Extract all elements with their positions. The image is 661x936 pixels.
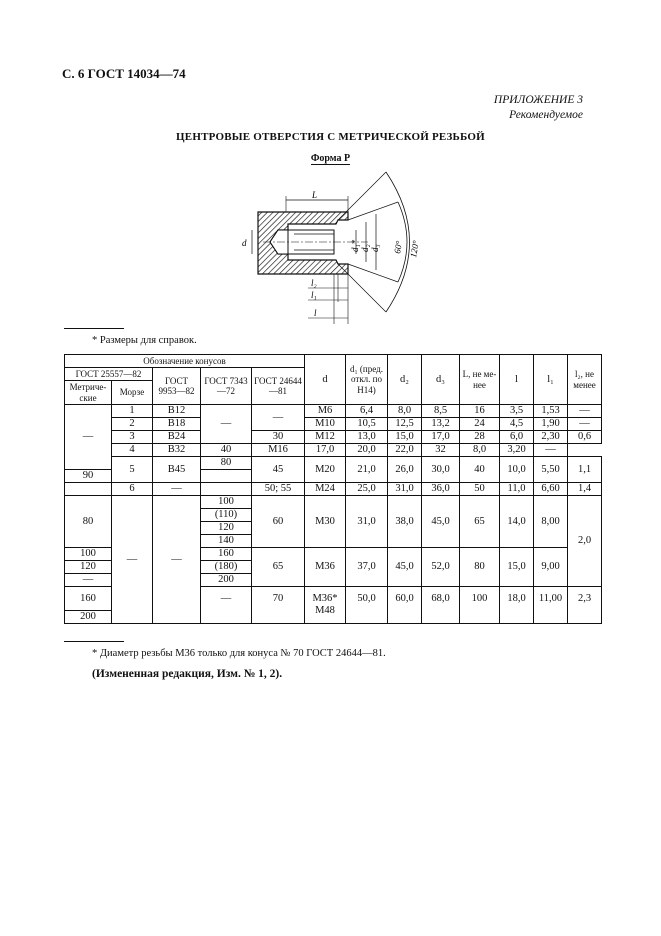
table-cell: 3 bbox=[112, 431, 153, 444]
table-cell: B45 bbox=[153, 457, 201, 483]
table-cell: M6 bbox=[305, 405, 346, 418]
table-cell: 1,53 bbox=[534, 405, 568, 418]
angle-120: 120° bbox=[408, 239, 421, 259]
thread-note: * Диаметр резьбы M36 только для конуса № 70 ГОСТ 24644—81. bbox=[92, 648, 386, 659]
table-cell: 45,0 bbox=[388, 548, 422, 587]
table-cell: 20,0 bbox=[346, 444, 388, 457]
table-cell: 36,0 bbox=[422, 483, 460, 496]
table-cell: 9,00 bbox=[534, 548, 568, 587]
table-cell: — bbox=[65, 405, 112, 470]
table-cell: Метриче-ские bbox=[65, 381, 112, 405]
table-cell: 50,0 bbox=[346, 587, 388, 624]
table-cell: — bbox=[153, 496, 201, 624]
dim-d1: d₁* bbox=[350, 239, 360, 252]
table-cell: ГОСТ 24644—81 bbox=[252, 368, 305, 405]
table-cell: 200 bbox=[201, 574, 252, 587]
table-cell: 52,0 bbox=[422, 548, 460, 587]
dim-l2: l₂ bbox=[311, 278, 317, 288]
table-cell: ГОСТ 9953—82 bbox=[153, 368, 201, 405]
table-cell: 45,0 bbox=[422, 496, 460, 548]
table-cell: 68,0 bbox=[422, 587, 460, 624]
table-cell: B18 bbox=[153, 418, 201, 431]
table-cell: 13,2 bbox=[422, 418, 460, 431]
table-cell: 10,0 bbox=[500, 457, 534, 483]
table-cell: (110) bbox=[201, 509, 252, 522]
table-cell: 22,0 bbox=[388, 444, 422, 457]
table-cell: l bbox=[500, 355, 534, 405]
table-cell: 50 bbox=[460, 483, 500, 496]
table-cell: 21,0 bbox=[346, 457, 388, 483]
page-header: С. 6 ГОСТ 14034—74 bbox=[62, 66, 186, 81]
table-cell: 2,3 bbox=[568, 587, 602, 624]
table-cell: 4 bbox=[112, 444, 153, 457]
table-cell: M10 bbox=[305, 418, 346, 431]
table-row bbox=[65, 496, 602, 509]
table-row bbox=[65, 444, 602, 457]
table-cell: 6,60 bbox=[534, 483, 568, 496]
table-cell: 6,0 bbox=[500, 431, 534, 444]
table-cell: B32 bbox=[153, 444, 201, 457]
table-cell: Морзе bbox=[112, 381, 153, 405]
table-cell: 5 bbox=[112, 457, 153, 483]
table-cell: d₁ (пред. откл. по H14) bbox=[346, 355, 388, 405]
table-cell: 200 bbox=[65, 611, 112, 624]
table-cell: — bbox=[568, 418, 602, 431]
dim-l1: l₁ bbox=[311, 290, 317, 300]
table-cell: l₂, не менее bbox=[568, 355, 602, 405]
table-cell: 3,20 bbox=[500, 444, 534, 457]
table-cell: 65 bbox=[460, 496, 500, 548]
dim-d2: d₂ bbox=[360, 244, 370, 252]
table-cell: 17,0 bbox=[422, 431, 460, 444]
table-cell: 40 bbox=[201, 444, 252, 457]
dim-l: l bbox=[314, 308, 317, 318]
table-cell: 31,0 bbox=[388, 483, 422, 496]
table-cell: 8,00 bbox=[534, 496, 568, 548]
table-cell: 18,0 bbox=[500, 587, 534, 624]
table-cell: 160 bbox=[201, 548, 252, 561]
table-cell: 80 bbox=[201, 457, 252, 470]
table-cell: 0,6 bbox=[568, 431, 602, 444]
table-cell: 120 bbox=[201, 522, 252, 535]
table-cell: B24 bbox=[153, 431, 201, 444]
dim-d: d bbox=[242, 238, 247, 248]
table-cell: 100 bbox=[65, 548, 112, 561]
dim-d3: d₃ bbox=[370, 244, 380, 252]
table-cell: ГОСТ 7343—72 bbox=[201, 368, 252, 405]
table-cell: M12 bbox=[305, 431, 346, 444]
table-cell: 1,4 bbox=[568, 483, 602, 496]
table-cell: 50; 55 bbox=[252, 483, 305, 496]
table-cell: 60,0 bbox=[388, 587, 422, 624]
table-cell: M24 bbox=[305, 483, 346, 496]
table-cell: 40 bbox=[460, 457, 500, 483]
table-cell: 100 bbox=[201, 496, 252, 509]
table-cell: 24 bbox=[460, 418, 500, 431]
table-row bbox=[65, 431, 602, 444]
table-cell: 25,0 bbox=[346, 483, 388, 496]
table-cell: 31,0 bbox=[346, 496, 388, 548]
table-cell: 80 bbox=[460, 548, 500, 587]
table-cell: 65 bbox=[252, 548, 305, 587]
table-cell: 60 bbox=[252, 496, 305, 548]
table-cell: 14,0 bbox=[500, 496, 534, 548]
table-cell: 120 bbox=[65, 561, 112, 574]
footnote-rule bbox=[64, 641, 124, 642]
table-cell: 11,0 bbox=[500, 483, 534, 496]
table-cell: 90 bbox=[65, 470, 112, 483]
table-row bbox=[65, 483, 602, 496]
table-cell: 17,0 bbox=[305, 444, 346, 457]
table-cell: l₁ bbox=[534, 355, 568, 405]
table-cell: 8,0 bbox=[388, 405, 422, 418]
figure-label: Форма Р bbox=[310, 153, 351, 164]
table-cell: 37,0 bbox=[346, 548, 388, 587]
table-cell: M16 bbox=[252, 444, 305, 457]
appendix-status: Рекомендуемое bbox=[509, 109, 583, 121]
table-cell: L, не ме-нее bbox=[460, 355, 500, 405]
table-cell: 1 bbox=[112, 405, 153, 418]
table-cell: 6 bbox=[112, 483, 153, 496]
table-cell: 13,0 bbox=[346, 431, 388, 444]
table-cell: 38,0 bbox=[388, 496, 422, 548]
table-cell: M30 bbox=[305, 496, 346, 548]
appendix-label bbox=[494, 93, 583, 123]
table-cell: M36* M48 bbox=[305, 587, 346, 624]
table-cell: — bbox=[112, 496, 153, 624]
edit-note: (Измененная редакция, Изм. № 1, 2). bbox=[92, 668, 283, 680]
table-cell bbox=[201, 483, 252, 496]
table-cell: 16 bbox=[460, 405, 500, 418]
table-cell: 70 bbox=[252, 587, 305, 624]
table-cell: 28 bbox=[460, 431, 500, 444]
table-cell: d₃ bbox=[422, 355, 460, 405]
table-cell: 11,00 bbox=[534, 587, 568, 624]
table-cell: 6,4 bbox=[346, 405, 388, 418]
table-cell: — bbox=[65, 574, 112, 587]
header-row-1 bbox=[65, 355, 602, 368]
table-cell: 15,0 bbox=[500, 548, 534, 587]
table-cell bbox=[65, 483, 112, 496]
reference-note: * Размеры для справок. bbox=[92, 335, 197, 346]
table-cell: 15,0 bbox=[388, 431, 422, 444]
table-cell: — bbox=[252, 405, 305, 431]
table-cell: 80 bbox=[65, 496, 112, 548]
table-cell: 12,5 bbox=[388, 418, 422, 431]
table-cell: — bbox=[201, 405, 252, 444]
table-cell: 140 bbox=[201, 535, 252, 548]
table-cell: — bbox=[153, 483, 201, 496]
center-hole-drawing bbox=[238, 162, 438, 328]
appendix-number: ПРИЛОЖЕНИЕ 3 bbox=[493, 94, 583, 106]
table-cell: 30,0 bbox=[422, 457, 460, 483]
table-row bbox=[65, 457, 602, 470]
angle-60: 60° bbox=[392, 240, 405, 255]
table-cell: M36 bbox=[305, 548, 346, 587]
footnote-rule bbox=[64, 328, 124, 329]
table-cell: 4,5 bbox=[500, 418, 534, 431]
table-cell: 8,5 bbox=[422, 405, 460, 418]
table-cell: 30 bbox=[252, 431, 305, 444]
table-cell: 1,1 bbox=[568, 457, 602, 483]
table-cell: — bbox=[568, 405, 602, 418]
table-cell: — bbox=[534, 444, 568, 457]
table-cell: 3,5 bbox=[500, 405, 534, 418]
table-cell: 8,0 bbox=[460, 444, 500, 457]
table-cell: 160 bbox=[65, 587, 112, 611]
dim-L: L bbox=[312, 190, 318, 200]
table-cell: Обозначение конусов bbox=[65, 355, 305, 368]
table-row bbox=[65, 418, 602, 431]
table-cell: 26,0 bbox=[388, 457, 422, 483]
table-cell: B12 bbox=[153, 405, 201, 418]
dimensions-table bbox=[64, 354, 602, 624]
table-cell: 5,50 bbox=[534, 457, 568, 483]
table-cell: 2,0 bbox=[568, 496, 602, 587]
table-cell: (180) bbox=[201, 561, 252, 574]
table-cell: 1,90 bbox=[534, 418, 568, 431]
table-cell: 2,30 bbox=[534, 431, 568, 444]
table-cell: 10,5 bbox=[346, 418, 388, 431]
table-cell: — bbox=[201, 587, 252, 624]
document-title: ЦЕНТРОВЫЕ ОТВЕРСТИЯ С МЕТРИЧЕСКОЙ РЕЗЬБОЙ bbox=[176, 131, 485, 143]
table-cell: 45 bbox=[252, 457, 305, 483]
table-cell: d₂ bbox=[388, 355, 422, 405]
table-row bbox=[65, 405, 602, 418]
table-cell: ГОСТ 25557—82 bbox=[65, 368, 153, 381]
table-cell: 32 bbox=[422, 444, 460, 457]
table-cell: M20 bbox=[305, 457, 346, 483]
table-cell: 2 bbox=[112, 418, 153, 431]
table-cell: 100 bbox=[460, 587, 500, 624]
col-d: d bbox=[305, 355, 346, 405]
